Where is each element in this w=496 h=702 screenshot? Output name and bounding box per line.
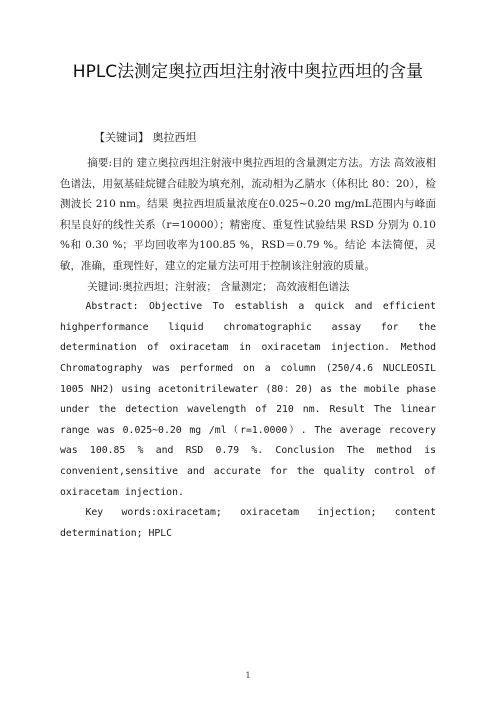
keywords-en: Key words:oxiracetam; oxiracetam injection; content determination; HPLC xyxy=(60,507,436,539)
document-body xyxy=(60,153,436,544)
page-number: 1 xyxy=(245,671,251,680)
abstract-en: Abstract: Objective To establish a quick and efficient highperformance liquid chromatographic assay for the determination of oxiracetam in oxiracetam injection. Method Chromatography was performed on a column (250/4.6 NUCLEOSIL 1005 NH2) using acetonitrilewater (80：20) as the mobile phase under the detection wavelength of 210 nm. Result The linear range was 0.025~0.20 mg /ml（r=1.0000）. The average recovery was 100.85 % and RSD 0.79 %. Conclusion The method is convenient,sensitive and accurate for the quality control of oxiracetam injection. xyxy=(60,301,436,498)
keywords-heading: 【关键词】 奥拉西坦 xyxy=(94,131,197,144)
keywords-cn: 关键词:奥拉西坦；注射液； 含量测定； 高效液相色谱法 xyxy=(87,280,350,293)
abstract-cn: 摘要:目的 建立奥拉西坦注射液中奥拉西坦的含量测定方法。方法 高效液相色谱法，用氨基硅烷键合硅胶为填充剂，流动相为乙腈水（体积比 80：20），检测波长 210 nm。结果 奥拉西坦质量浓度在0.025~0.20 mg/mL范围内与峰面积呈良好的线性关系（r=10000）；精密度、重复性试验结果 RSD 分别为 0.10 %和 0.30 %；平均回收率为100.85 %，RSD＝0.79 %。结论 本法简便，灵敏，准确，重现性好，建立的定量方法可用于控制该注射液的质量。 xyxy=(60,157,436,272)
document-title: HPLC法测定奥拉西坦注射液中奥拉西坦的含量 xyxy=(72,62,424,82)
